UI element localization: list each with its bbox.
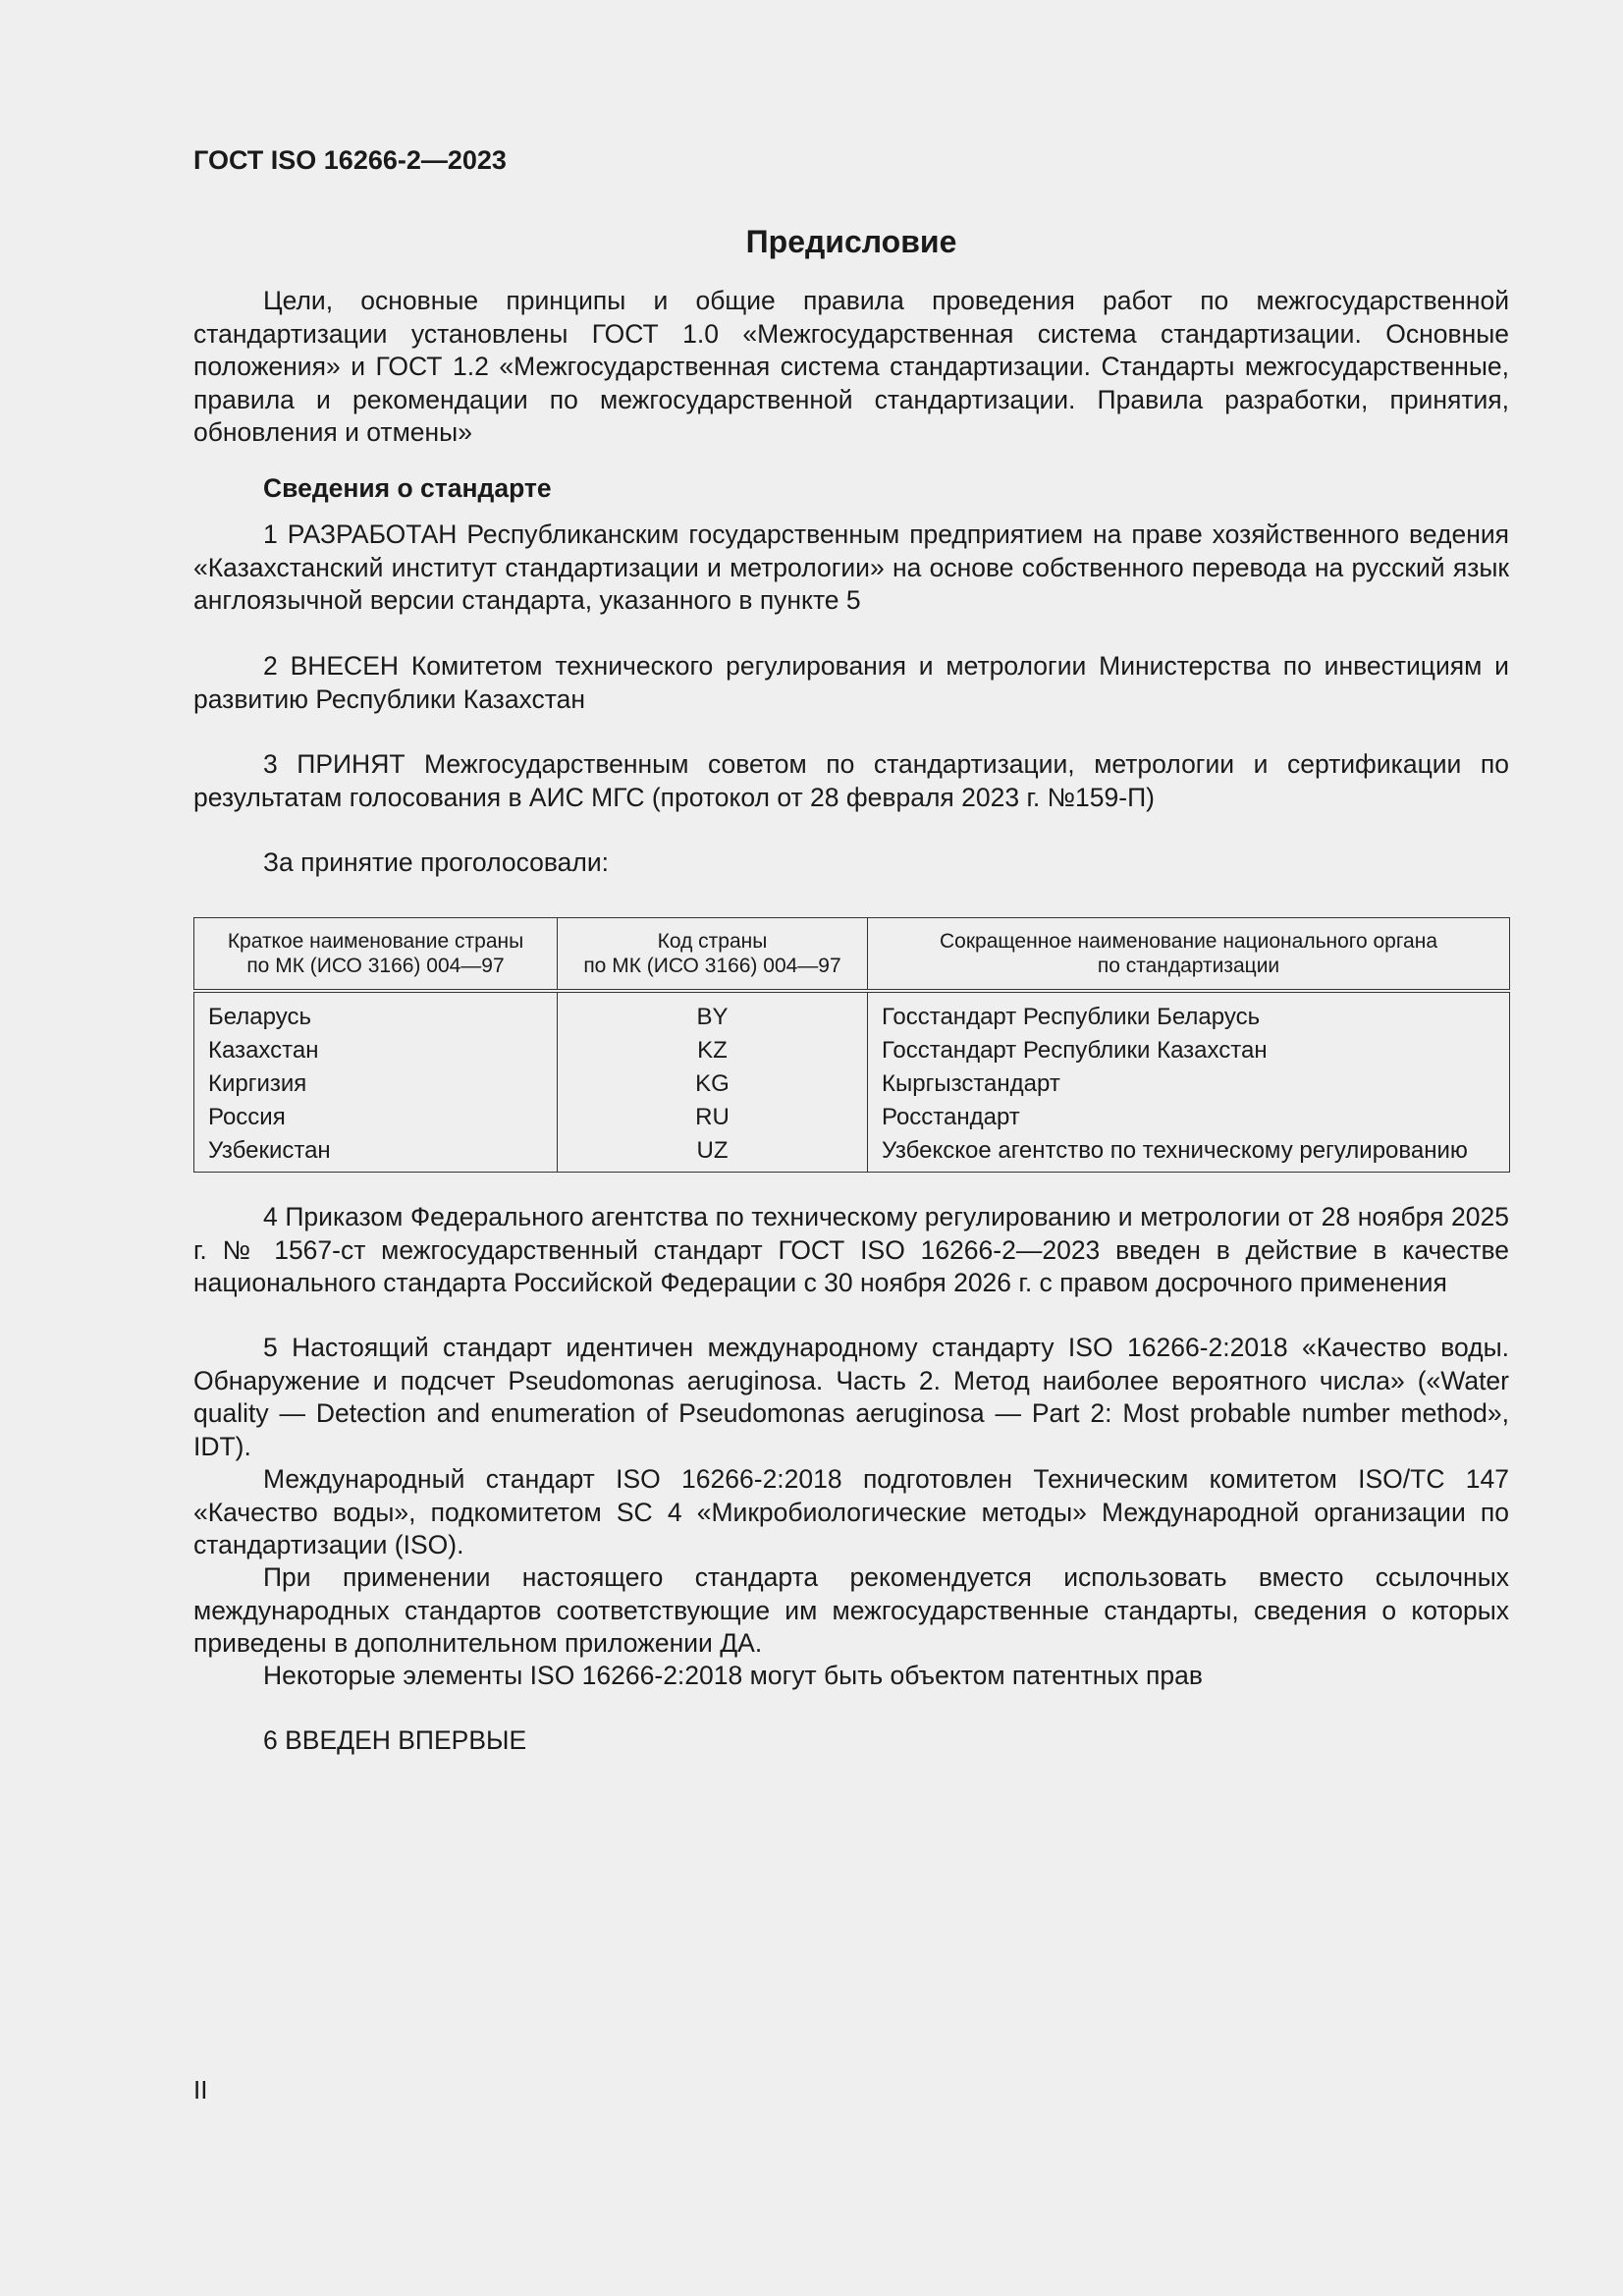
column-header-country: Краткое наименование страны по МК (ИСО 3166) 004—97: [194, 918, 558, 992]
page-number: II: [193, 2075, 208, 2105]
table-row: [194, 991, 1510, 1034]
cell-country: Россия: [194, 1101, 558, 1134]
cell-body: Госстандарт Республики Казахстан: [868, 1034, 1510, 1067]
item-4-paragraph: 4 Приказом Федерального агентства по техническому регулированию и метрологии от 28 ноября 2025 г. № 1567-ст межгосударственный стандарт ГОСТ ISO 16266-2—2023 введен в действие в качестве национального стандарта Российской Федерации с 30 ноября 2026 г. с правом досрочного применения: [193, 1202, 1509, 1297]
cell-code: BY: [558, 991, 868, 1034]
cell-code: KZ: [558, 1034, 868, 1067]
item-5-paragraph: 5 Настоящий стандарт идентичен международному стандарту ISO 16266-2:2018 «Качество воды. Обнаружение и подсчет Pseudomonas aeruginosa. Часть 2. Метод наиболее вероятного числа» («Water quality — Detection and enumeration of Pseudomonas aeruginosa — Part 2: Most probable number method», IDT).: [193, 1333, 1509, 1461]
table-row: [194, 1034, 1510, 1067]
cell-body: Узбекское агентство по техническому регулированию: [868, 1134, 1510, 1173]
cell-body: Госстандарт Республики Беларусь: [868, 991, 1510, 1034]
cell-country: Киргизия: [194, 1067, 558, 1101]
cell-country: Беларусь: [194, 991, 558, 1034]
item-1-paragraph: 1 РАЗРАБОТАН Республиканским государственным предприятием на праве хозяйственного ведения «Казахстанский институт стандартизации и метрологии» на основе собственного перевода на русский язык англоязычной версии стандарта, указанного в пункте 5: [193, 519, 1509, 615]
cell-country: Узбекистан: [194, 1134, 558, 1173]
table-row: [194, 1067, 1510, 1101]
item-5-patent-paragraph: Некоторые элементы ISO 16266-2:2018 могут быть объектом патентных прав: [263, 1661, 1203, 1690]
subheading: Сведения о стандарте: [263, 473, 552, 503]
cell-code: UZ: [558, 1134, 868, 1173]
cell-body: Кыргызстандарт: [868, 1067, 1510, 1101]
intro-paragraph: Цели, основные принципы и общие правила проведения работ по межгосударственной стандартизации установлены ГОСТ 1.0 «Межгосударственная система стандартизации. Основные положения» и ГОСТ 1.2 «Межгосударственная система стандартизации. Стандарты межгосударственные, правила и рекомендации по межгосударственной стандартизации. Правила разработки, принятия, обновления и отмены»: [193, 286, 1509, 447]
voted-paragraph: За принятие проголосовали:: [263, 847, 610, 877]
cell-body: Росстандарт: [868, 1101, 1510, 1134]
item-3-paragraph: 3 ПРИНЯТ Межгосударственным советом по стандартизации, метрологии и сертификации по результатам голосования в АИС МГС (протокол от 28 февраля 2023 г. №159-П): [193, 749, 1509, 812]
column-header-body: Сокращенное наименование национального органа по стандартизации: [868, 918, 1510, 992]
table-header-row: [194, 918, 1510, 992]
table-row: [194, 1101, 1510, 1134]
cell-code: RU: [558, 1101, 868, 1134]
section-title: Предисловие: [745, 224, 957, 259]
item-2-paragraph: 2 ВНЕСЕН Комитетом технического регулирования и метрологии Министерства по инвестициям и развитию Республики Казахстан: [193, 651, 1509, 714]
table-row: [194, 1134, 1510, 1173]
item-5-iso-paragraph: Международный стандарт ISO 16266-2:2018 подготовлен Техническим комитетом ISO/TC 147 «Качество воды», подкомитетом SC 4 «Микробиологические методы» Международной организации по стандартизации (ISO).: [193, 1464, 1509, 1559]
cell-code: KG: [558, 1067, 868, 1101]
cell-country: Казахстан: [194, 1034, 558, 1067]
item-6-paragraph: 6 ВВЕДЕН ВПЕРВЫЕ: [263, 1725, 527, 1755]
voting-table: [193, 917, 1510, 1173]
document-code: ГОСТ ISO 16266-2—2023: [193, 145, 507, 175]
column-header-code: Код страны по МК (ИСО 3166) 004—97: [558, 918, 868, 992]
item-5-references-paragraph: При применении настоящего стандарта рекомендуется использовать вместо ссылочных международных стандартов соответствующие им межгосударственные стандарты, сведения о которых приведены в дополнительном приложении ДА.: [193, 1562, 1509, 1658]
